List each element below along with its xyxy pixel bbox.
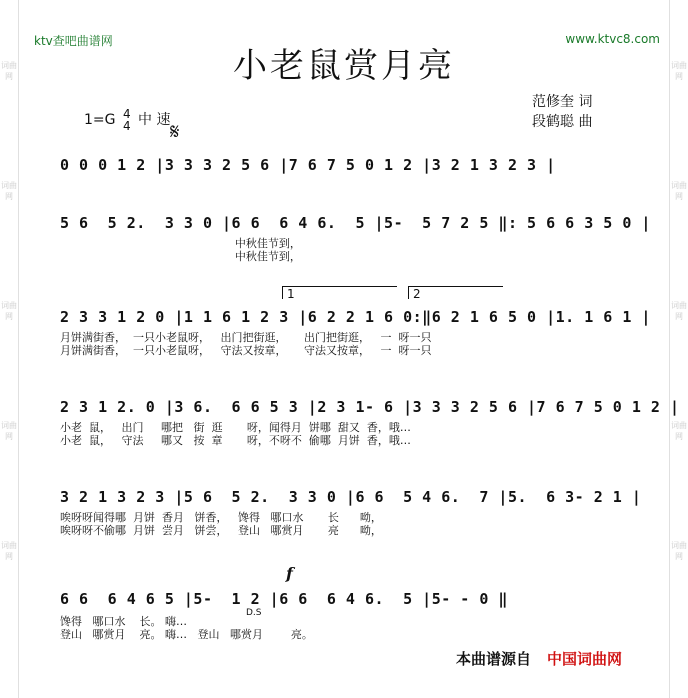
key-signature <box>84 108 171 132</box>
key-label: 1=G <box>84 112 116 128</box>
time-top: 4 <box>122 107 131 121</box>
watermark-text: 词曲网 <box>671 61 687 81</box>
tempo-marking: 中 速 <box>138 112 171 128</box>
segno-icon: 𝄋 <box>170 120 180 145</box>
source-site-link[interactable]: 中国词曲网 <box>547 650 623 668</box>
dal-segno-mark: D.S <box>246 608 262 618</box>
lyrics-verse-1: 唉呀呀闻得哪 月饼 香月 饼香， 馋得 哪口水 长 呦， <box>60 511 382 524</box>
watermark-text: 词曲网 <box>671 301 687 321</box>
song-title: 小老鼠赏月亮 <box>233 46 455 86</box>
first-ending-bracket <box>282 286 397 299</box>
time-signature <box>123 108 131 132</box>
composer-credit: 段鹤聪 曲 <box>532 114 593 130</box>
watermark-text: 词曲网 <box>671 541 687 561</box>
right-watermark-strip <box>669 0 688 698</box>
watermark-text: 词曲网 <box>1 181 17 201</box>
lyrics-verse-2: 唉呀呀不偷哪 月饼 尝月 饼尝， 登山 哪赏月 亮 呦， <box>60 524 382 537</box>
time-bottom: 4 <box>122 119 131 133</box>
notes-line: 2 3 1 2. 0 |3 6. 6 6 5 3 |2 3 1- 6 |3 3 3 2 5 6 |7 6 7 5 0 1 2 | <box>60 398 680 416</box>
lyrics-verse-1: 中秋佳节到， <box>60 237 301 250</box>
watermark-text: 词曲网 <box>1 61 17 81</box>
lyrics-verse-1: 小老 鼠， 出门 哪把 街 逛 呀，闻得月 饼哪 甜又 香，哦… <box>60 421 411 434</box>
source-credit <box>456 648 622 669</box>
site-link-left[interactable]: ktv查吧曲谱网 <box>34 34 113 48</box>
watermark-text: 词曲网 <box>1 301 17 321</box>
watermark-text: 词曲网 <box>1 421 17 441</box>
left-watermark-strip <box>0 0 19 698</box>
lyrics-verse-1: 馋得 哪口水 长。 嗨… <box>60 615 233 628</box>
ending-2-label: 2 <box>413 287 421 301</box>
watermark-text: 词曲网 <box>1 541 17 561</box>
watermark-text: 词曲网 <box>671 181 687 201</box>
lyrics-verse-1: 月饼满街香， 一只小老鼠呀， 出门把街逛， 出门把街逛， 一 呀一只 <box>60 331 432 344</box>
credits <box>532 92 592 132</box>
notes-line: 0 0 0 1 2 |3 3 3 2 5 6 |7 6 7 5 0 1 2 |3 2 1 3 2 3 | <box>60 156 556 174</box>
notes-line: 5 6 5 2. 3 3 0 |6 6 6 4 6. 5 |5- 5 7 2 5 ‖: 5 6 6 3 5 0 | <box>60 214 651 232</box>
lyrics-verse-2: 月饼满街香， 一只小老鼠呀， 守法又按章， 守法又按章， 一 呀一只 <box>60 344 432 357</box>
notes-line: 2 3 3 1 2 0 |1 1 6 1 2 3 |6 2 2 1 6 0:‖6 2 1 6 5 0 |1. 1 6 1 | <box>60 308 651 326</box>
dynamic-forte: f <box>286 564 293 583</box>
notes-line: 6 6 6 4 6 5 |5- 1 2 |6 6 6 4 6. 5 |5- - 0 ‖ <box>60 590 508 608</box>
notes-line: 3 2 1 3 2 3 |5 6 5 2. 3 3 0 |6 6 5 4 6. 7 |5. 6 3- 2 1 | <box>60 488 642 506</box>
lyrics-verse-2: 登山 哪赏月 亮。 嗨… 登山 哪赏月 亮。 <box>60 628 313 641</box>
second-ending-bracket <box>408 286 503 299</box>
site-link-right[interactable]: www.ktvc8.com <box>565 32 660 46</box>
source-label: 本曲谱源自 <box>456 650 532 668</box>
lyrics-verse-2: 中秋佳节到， <box>60 250 301 263</box>
lyricist-credit: 范修奎 词 <box>532 94 593 110</box>
watermark-text: 词曲网 <box>671 421 687 441</box>
ending-1-label: 1 <box>287 287 295 301</box>
lyrics-verse-2: 小老 鼠， 守法 哪又 按 章 呀，不呀不 偷哪 月饼 香，哦… <box>60 434 411 447</box>
